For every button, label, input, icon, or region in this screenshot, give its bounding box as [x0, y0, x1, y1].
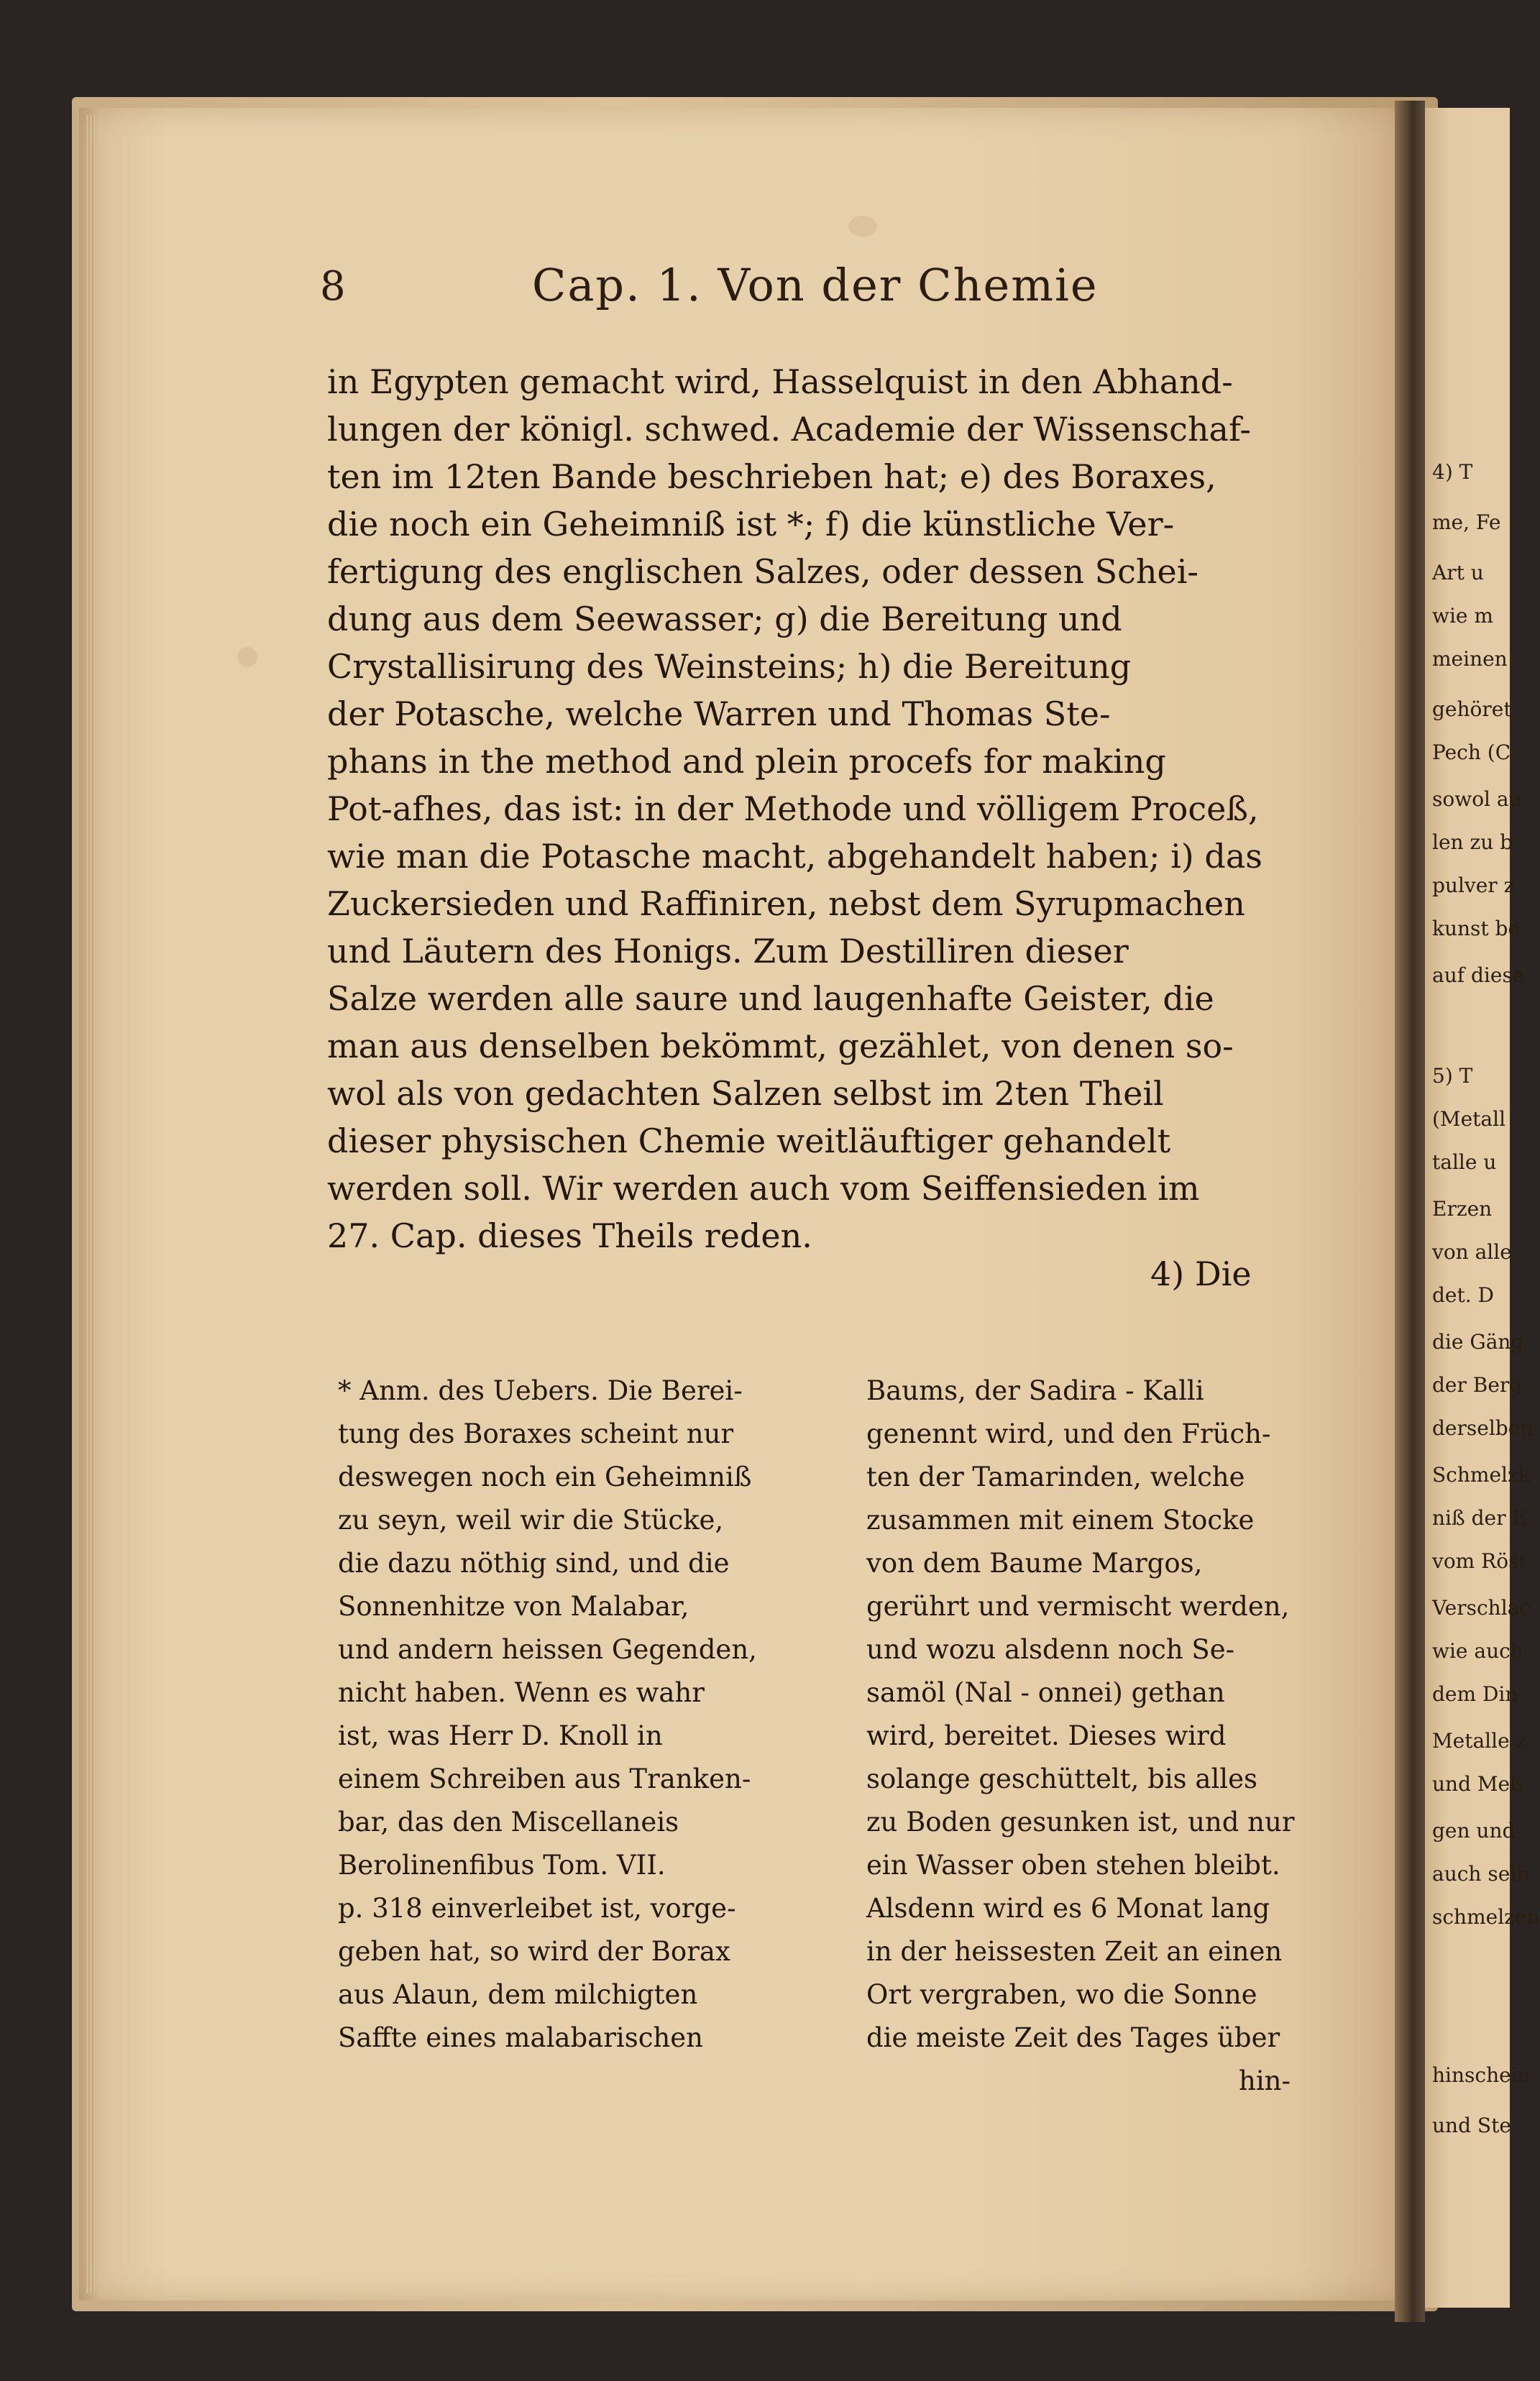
right-page-text-fragment: und Meß — [1432, 1772, 1523, 1796]
footnote-line: Baums, der Sadira - Kalli — [866, 1375, 1204, 1406]
footnote-line: Berolinenfibus Tom. VII. — [338, 1850, 666, 1881]
text-line: lungen der königl. schwed. Academie der Wissenschaf- — [327, 410, 1251, 449]
footnote-line: Sonnenhitze von Malabar, — [338, 1591, 689, 1622]
right-page-text-fragment: Schmelzk — [1432, 1463, 1531, 1487]
right-page-text-fragment: wie m — [1432, 604, 1493, 628]
right-page-text-fragment: sowol au — [1432, 787, 1522, 811]
footnote-line: ten der Tamarinden, welche — [866, 1462, 1245, 1492]
text-line: phans in the method and plein procefs for making — [327, 742, 1166, 781]
catchword: 4) Die — [1150, 1254, 1252, 1293]
right-page-text-fragment: talle u — [1432, 1150, 1497, 1174]
right-page-fragment — [1425, 108, 1540, 2308]
right-page-text-fragment: niß der E — [1432, 1506, 1527, 1530]
footnote-line: in der heissesten Zeit an einen — [866, 1936, 1283, 1967]
footnote-line: deswegen noch ein Geheimniß — [338, 1462, 752, 1492]
page-stack-edge — [85, 115, 95, 2293]
right-page-text-fragment: 5) T — [1432, 1064, 1473, 1088]
right-page-text-fragment: wie auch — [1432, 1639, 1523, 1663]
footnote-line: Saffte eines malabarischen — [338, 2022, 703, 2053]
paper-stain — [848, 216, 877, 237]
footnote-column-left — [338, 1370, 805, 2060]
text-line: dieser physischen Chemie weitläuftiger gehandelt — [327, 1121, 1171, 1160]
right-page-text-fragment: meinen — [1432, 647, 1508, 671]
text-line: in Egypten gemacht wird, Hasselquist in den Abhand- — [327, 362, 1233, 401]
footnote-line: von dem Baume Margos, — [866, 1548, 1203, 1579]
right-page-text-fragment: Verschlac — [1432, 1596, 1531, 1620]
footnote-line: Alsdenn wird es 6 Monat lang — [866, 1893, 1270, 1924]
right-page-text-fragment: und Ste — [1432, 2114, 1511, 2137]
text-line: fertigung des englischen Salzes, oder dessen Schei- — [327, 552, 1198, 591]
footnote-line: aus Alaun, dem milchigten — [338, 1979, 698, 2010]
footnote-line: nicht haben. Wenn es wahr — [338, 1677, 705, 1708]
right-page-text-fragment: det. D — [1432, 1283, 1494, 1307]
text-line: und Läutern des Honigs. Zum Destilliren dieser — [327, 932, 1129, 971]
footnote-line: die meiste Zeit des Tages über — [866, 2022, 1280, 2053]
text-line: 27. Cap. dieses Theils reden. — [327, 1216, 812, 1255]
right-page-text-fragment: pulver z — [1432, 873, 1515, 897]
footnote-line: und wozu alsdenn noch Se- — [866, 1634, 1235, 1665]
footnote-line: p. 318 einverleibet ist, vorge- — [338, 1893, 736, 1924]
right-page-text-fragment: Erzen — [1432, 1197, 1493, 1221]
right-page-text-fragment: me, Fe — [1432, 510, 1501, 534]
text-line: wie man die Potasche macht, abgehandelt haben; i) das — [327, 837, 1262, 876]
footnote-line: bar, das den Miscellaneis — [338, 1807, 679, 1838]
footnote-line: hin- — [1239, 2065, 1291, 2096]
book-gutter — [1395, 101, 1425, 2322]
right-page-text-fragment: der Berg — [1432, 1373, 1523, 1397]
main-text-block — [327, 358, 1283, 1260]
footnote-line: * Anm. des Uebers. Die Berei- — [338, 1375, 743, 1406]
right-page-text-fragment: Art u — [1432, 561, 1484, 584]
text-line: Pot-afhes, das ist: in der Methode und völligem Proceß, — [327, 789, 1259, 828]
footnote-line: einem Schreiben aus Tranken- — [338, 1763, 751, 1794]
right-page-text-fragment: Metalle z — [1432, 1729, 1527, 1753]
text-line: dung aus dem Seewasser; g) die Bereitung und — [327, 600, 1122, 638]
text-line: man aus denselben bekömmt, gezählet, von denen so- — [327, 1027, 1234, 1065]
right-page-text-fragment: derselben — [1432, 1416, 1534, 1440]
footnote-column-right — [866, 1370, 1295, 2103]
right-page-text-fragment: schmelzen — [1432, 1905, 1540, 1929]
text-line: die noch ein Geheimniß ist *; f) die künstliche Ver- — [327, 505, 1175, 543]
footnote-line: zu seyn, weil wir die Stücke, — [338, 1505, 724, 1536]
text-line: Zuckersieden und Raffiniren, nebst dem Syrupmachen — [327, 884, 1245, 923]
right-page-text-fragment: Pech (C — [1432, 740, 1511, 764]
right-page-text-fragment: die Gäng — [1432, 1330, 1524, 1354]
text-line: Salze werden alle saure und laugenhafte Geister, die — [327, 979, 1214, 1018]
text-line: wol als von gedachten Salzen selbst im 2ten Theil — [327, 1074, 1164, 1113]
footnote-line: samöl (Nal - onnei) gethan — [866, 1677, 1225, 1708]
text-line: Crystallisirung des Weinsteins; h) die Bereitung — [327, 647, 1132, 686]
right-page-text-fragment: auch selb — [1432, 1862, 1530, 1886]
footnote-line: geben hat, so wird der Borax — [338, 1936, 730, 1967]
footnote-line: tung des Boraxes scheint nur — [338, 1418, 734, 1449]
paper-stain — [237, 647, 257, 667]
right-page-text-fragment: auf diese — [1432, 963, 1525, 987]
right-page-text-fragment: hinschein — [1432, 2063, 1531, 2087]
footnote-line: ein Wasser oben stehen bleibt. — [866, 1850, 1280, 1881]
text-line: ten im 12ten Bande beschrieben hat; e) des Boraxes, — [327, 457, 1216, 496]
right-page-text-fragment: kunst be — [1432, 917, 1521, 940]
footnote-line: genennt wird, und den Früch- — [866, 1418, 1271, 1449]
right-page-text-fragment: vom Röst — [1432, 1549, 1527, 1573]
page-number: 8 — [320, 263, 346, 310]
text-line: der Potasche, welche Warren und Thomas Ste- — [327, 694, 1111, 733]
footnote-line: und andern heissen Gegenden, — [338, 1634, 757, 1665]
right-page-text-fragment: gehöret — [1432, 697, 1512, 721]
right-page-text-fragment: (Metall — [1432, 1107, 1506, 1131]
right-page-text-fragment: dem Din — [1432, 1682, 1518, 1706]
footnote-line: zu Boden gesunken ist, und nur — [866, 1807, 1295, 1838]
right-page-text-fragment: len zu b — [1432, 830, 1513, 854]
right-page-text-fragment: von alle — [1432, 1240, 1512, 1264]
text-line: werden soll. Wir werden auch vom Seiffensieden im — [327, 1169, 1200, 1208]
footnote-line: ist, was Herr D. Knoll in — [338, 1720, 663, 1751]
footnote-line: die dazu nöthig sind, und die — [338, 1548, 730, 1579]
running-head: Cap. 1. Von der Chemie — [532, 259, 1099, 311]
right-page-text-fragment: 4) T — [1432, 460, 1473, 484]
footnote-line: solange geschüttelt, bis alles — [866, 1763, 1258, 1794]
footnote-line: gerührt und vermischt werden, — [866, 1591, 1290, 1622]
footnote-line: zusammen mit einem Stocke — [866, 1505, 1255, 1536]
footnote-line: Ort vergraben, wo die Sonne — [866, 1979, 1257, 2010]
right-page-text-fragment: gen und — [1432, 1819, 1516, 1843]
footnote-line: wird, bereitet. Dieses wird — [866, 1720, 1227, 1751]
